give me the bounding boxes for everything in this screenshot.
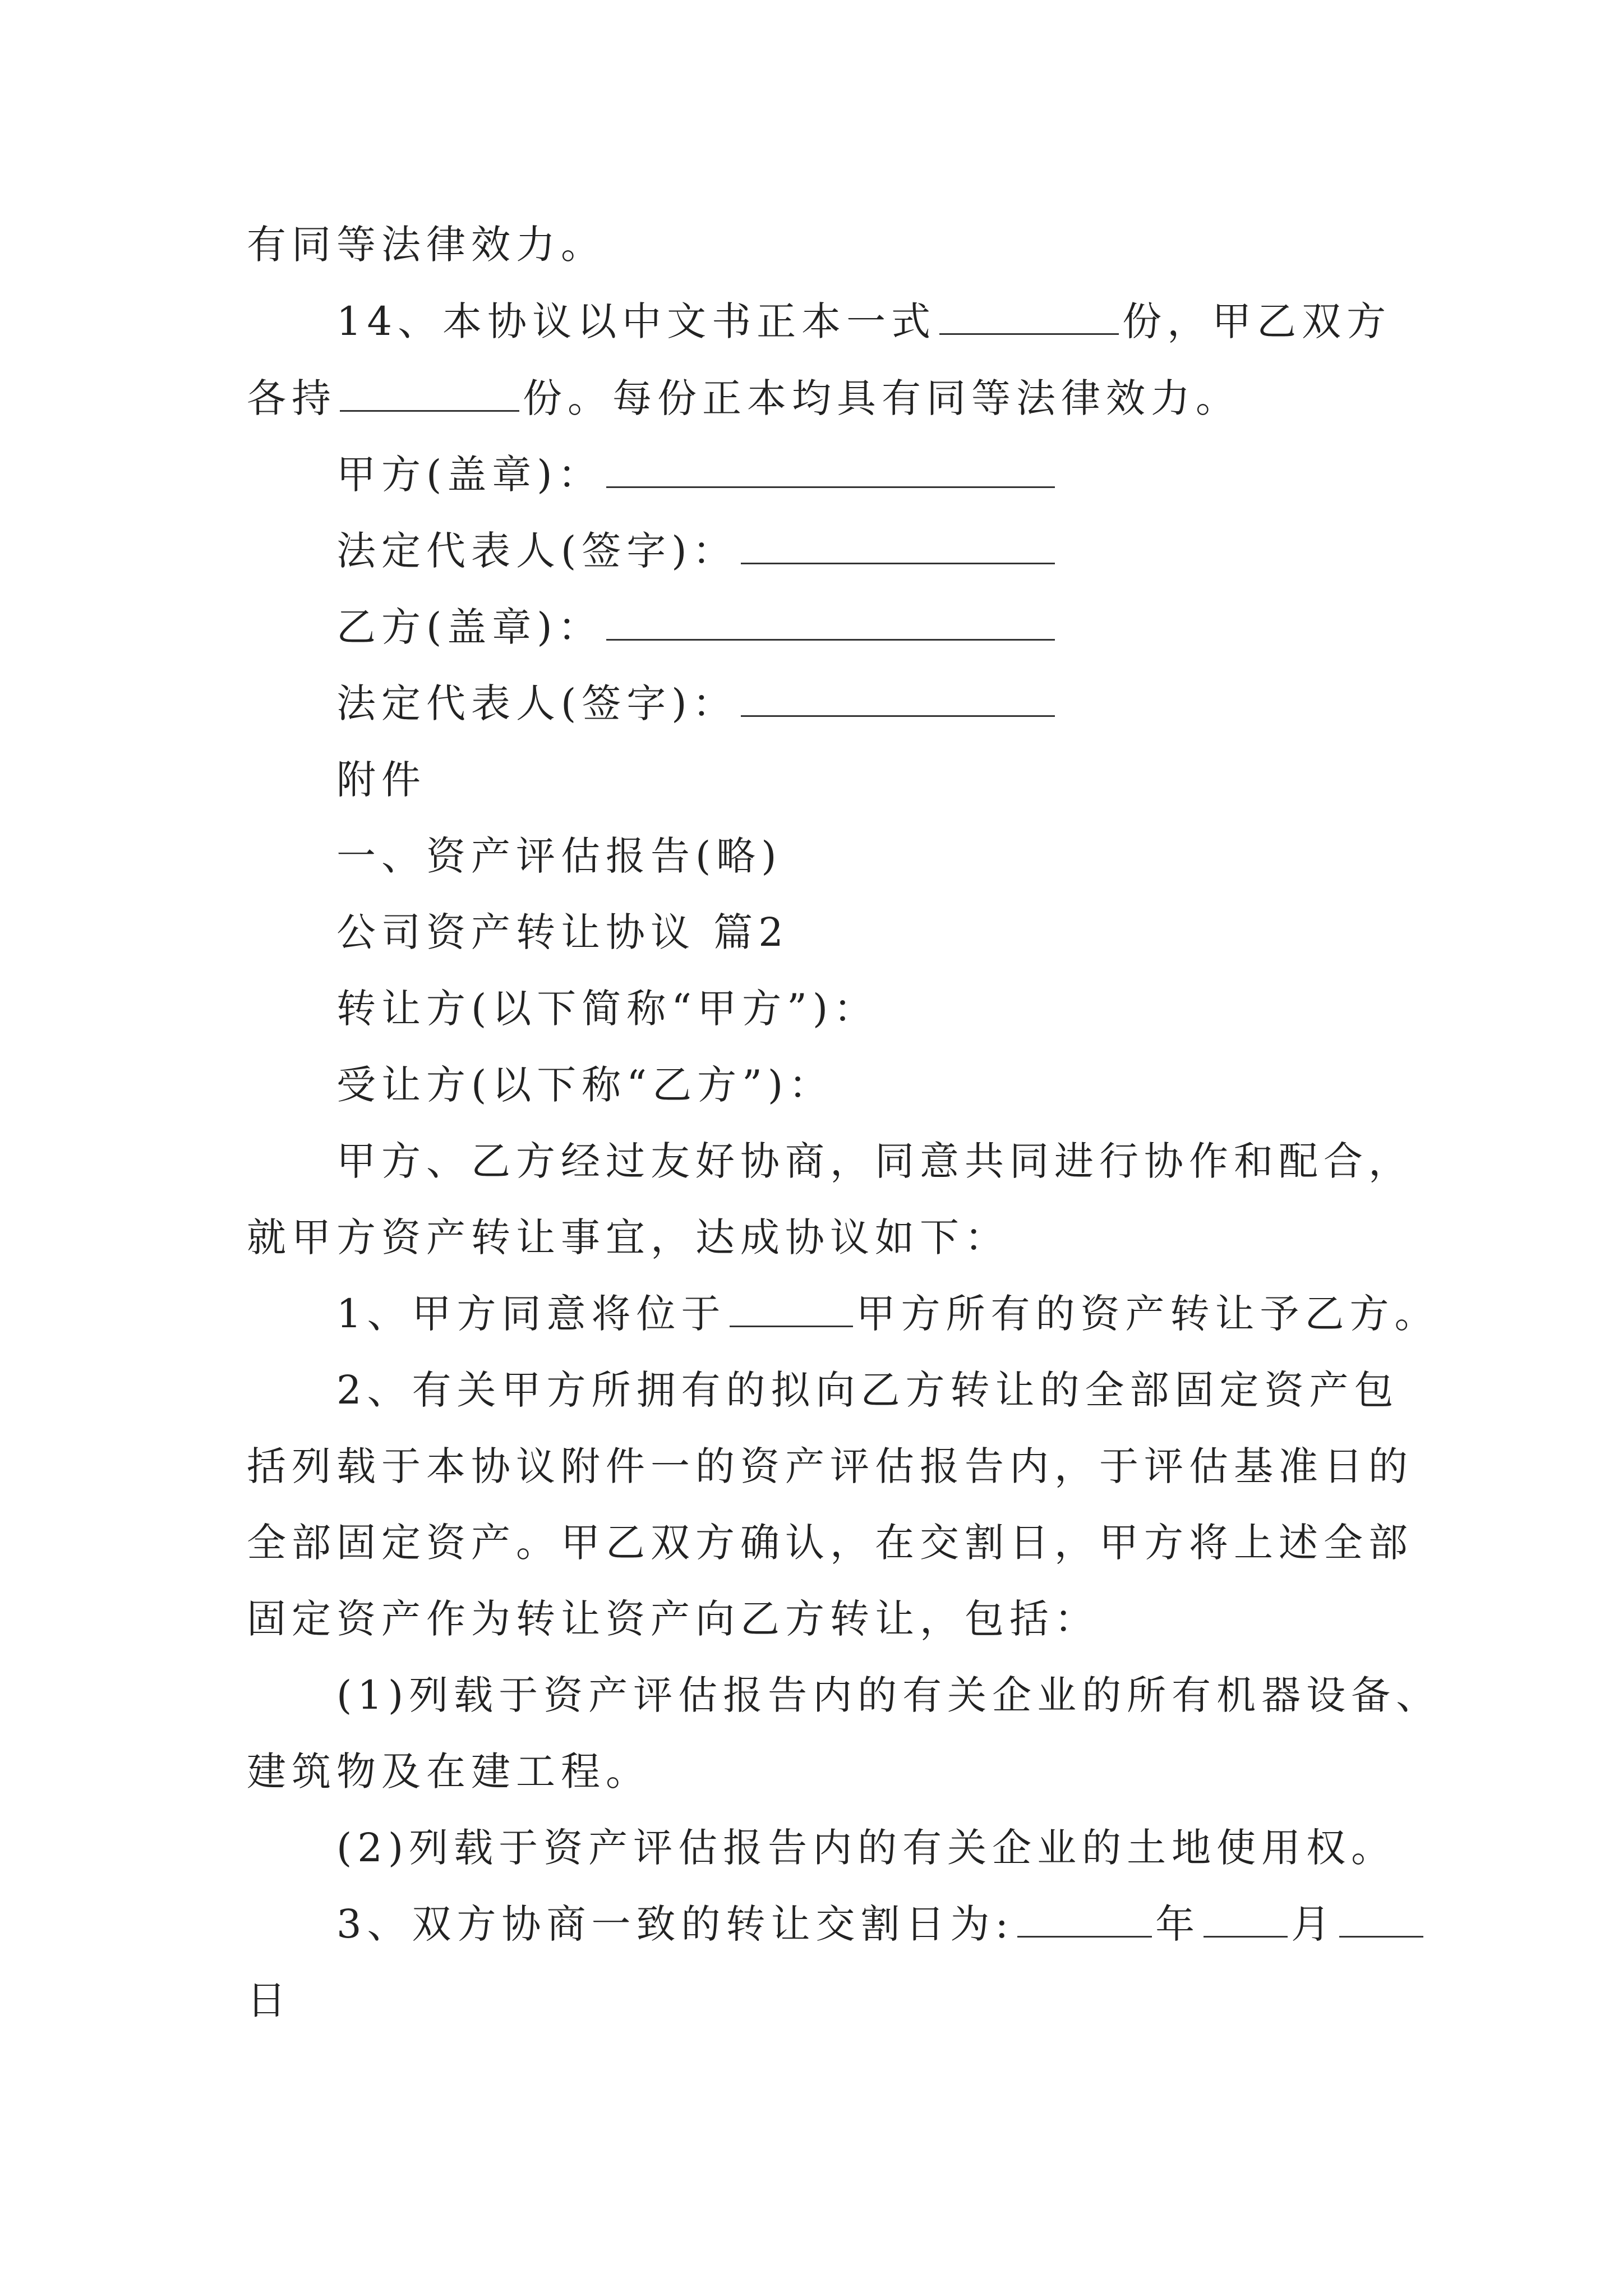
text-span: 2、有关甲方所拥有的拟向乙方转让的全部固定资产包 xyxy=(336,1367,1399,1413)
text-span: 甲方所有的资产转让予乙方。 xyxy=(856,1291,1440,1337)
text-line xyxy=(247,1972,292,2028)
text-span: 14、本协议以中文书正本一式 xyxy=(336,298,937,344)
text-span: 月 xyxy=(1291,1901,1336,1947)
text-span: (2)列载于资产评估报告内的有关企业的土地使用权。 xyxy=(336,1825,1396,1871)
text-line xyxy=(247,217,606,273)
blank-field xyxy=(606,605,1055,641)
text-span: 各持 xyxy=(247,375,336,421)
text-line xyxy=(336,293,1391,349)
blank-field xyxy=(1204,1902,1288,1938)
text-span: 公司资产转让协议 篇2 xyxy=(336,909,789,955)
text-line xyxy=(247,1209,1009,1266)
text-span: 法定代表人(签字)： xyxy=(336,680,737,726)
blank-field xyxy=(606,453,1055,488)
blank-field xyxy=(340,376,519,412)
section-title xyxy=(336,904,789,960)
text-span: 就甲方资产转让事宜，达成协议如下： xyxy=(247,1214,1009,1260)
text-span: 全部固定资产。甲乙双方确认，在交割日，甲方将上述全部 xyxy=(247,1520,1413,1566)
text-line xyxy=(336,752,426,808)
text-span: 法定代表人(签字)： xyxy=(336,528,737,574)
text-span: 年 xyxy=(1155,1901,1201,1947)
text-span: 甲方(盖章)： xyxy=(336,452,603,498)
blank-field xyxy=(1339,1902,1423,1938)
text-line xyxy=(336,1286,1440,1342)
text-span: 建筑物及在建工程。 xyxy=(247,1749,651,1795)
text-line xyxy=(336,1896,1427,1952)
text-line xyxy=(247,1515,1413,1571)
text-span: 附件 xyxy=(336,757,426,803)
text-line xyxy=(247,1743,651,1800)
text-line xyxy=(247,1591,1099,1647)
text-span: 乙方(盖章)： xyxy=(336,604,603,650)
text-line xyxy=(336,1362,1399,1418)
text-line xyxy=(336,828,782,884)
text-span: 份。每份正本均具有同等法律效力。 xyxy=(523,375,1241,421)
text-span: 甲方、乙方经过友好协商，同意共同进行协作和配合， xyxy=(336,1138,1413,1184)
signature-line xyxy=(336,675,1058,731)
blank-field xyxy=(741,529,1055,564)
text-span: 固定资产作为转让资产向乙方转让，包括： xyxy=(247,1596,1099,1642)
blank-field xyxy=(741,682,1055,717)
text-span: (1)列载于资产评估报告内的有关企业的所有机器设备、 xyxy=(336,1672,1441,1718)
text-span: 一、资产评估报告(略) xyxy=(336,833,782,879)
text-span: 3、双方协商一致的转让交割日为: xyxy=(336,1901,1015,1947)
text-line xyxy=(247,370,1241,426)
text-span: 转让方(以下简称“甲方”)： xyxy=(336,986,879,1032)
text-line xyxy=(336,981,878,1037)
text-line xyxy=(336,1820,1396,1876)
signature-line xyxy=(336,523,1058,579)
signature-line xyxy=(336,599,1058,655)
text-span: 1、甲方同意将位于 xyxy=(336,1291,726,1337)
text-span: 受让方(以下称“乙方”)： xyxy=(336,1062,834,1108)
text-line xyxy=(336,1667,1441,1723)
text-span: 日 xyxy=(247,1977,292,2023)
signature-line xyxy=(336,447,1058,503)
text-span: 括列载于本协议附件一的资产评估报告内，于评估基准日的 xyxy=(247,1443,1413,1489)
blank-field xyxy=(730,1292,853,1327)
text-line xyxy=(336,1133,1413,1189)
text-span: 份，甲乙双方 xyxy=(1122,298,1392,344)
text-span: 有同等法律效力。 xyxy=(247,222,606,268)
blank-field xyxy=(1017,1902,1152,1938)
text-line xyxy=(247,1438,1413,1494)
text-line xyxy=(336,1057,833,1113)
blank-field xyxy=(939,300,1119,335)
